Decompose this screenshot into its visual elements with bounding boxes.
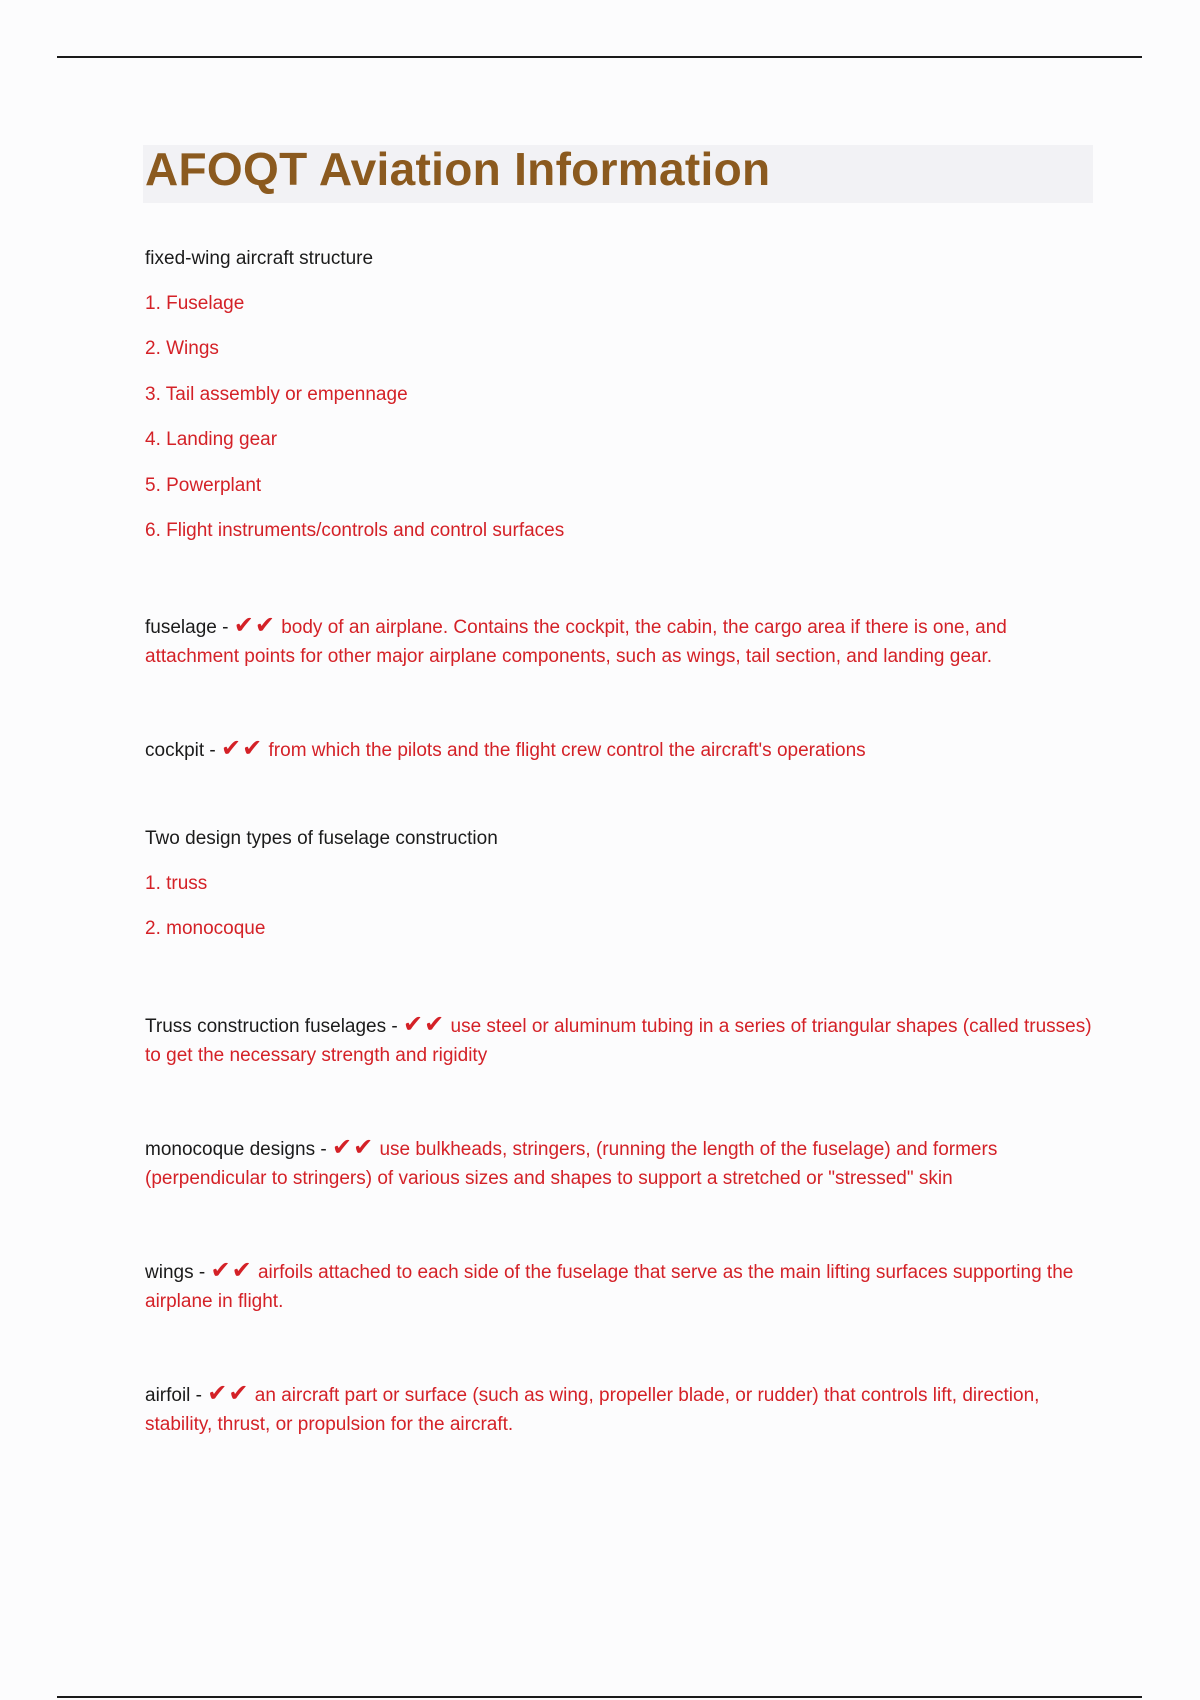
answer-text: use steel or aluminum tubing in a series of triangular shapes (called trusses) to get the necessary strength and rigidity [145,1016,1092,1066]
check-icon: ✔ [424,1011,445,1038]
question-term: fuselage - [145,617,229,638]
answer-text: an aircraft part or surface (such as wing, propeller blade, or rudder) that controls lift, direction, stability, thrust, or propulsion for the aircraft. [145,1385,1040,1435]
answer-text: airfoils attached to each side of the fuselage that serve as the main lifting surfaces supporting the airplane in flight. [145,1262,1074,1312]
check-icon: ✔ [233,612,254,639]
question-term: cockpit - [145,740,216,761]
list-item: 3. Tail assembly or empennage [145,384,408,405]
qa-entry [145,1133,1095,1193]
bottom-rule [57,1696,1142,1698]
question-term: airfoil - [145,1385,203,1406]
qa-entry [145,734,1095,765]
check-icon: ✔ [207,1380,228,1407]
question-term: fixed-wing aircraft structure [145,248,374,269]
list-item: 4. Landing gear [145,429,278,450]
check-icon: ✔ [231,1257,252,1284]
qa-entry [145,611,1095,671]
list-item: 2. monocoque [145,918,266,939]
check-icon: ✔ [210,1257,231,1284]
qa-entry [145,1379,1095,1439]
check-icon: ✔ [221,735,242,762]
question-term: wings - [145,1262,206,1283]
check-icon: ✔ [331,1134,353,1161]
top-rule [57,56,1142,58]
list-item: 1. Fuselage [145,293,245,314]
question-term: Two design types of fuselage construction [145,828,498,849]
question-term: Truss construction fuselages - [145,1016,398,1037]
list-item: 5. Powerplant [145,475,262,496]
qa-entry [145,1010,1095,1070]
answer-text: from which the pilots and the flight crew control the aircraft's operations [268,740,866,761]
list-item: 6. Flight instruments/controls and control surfaces [145,520,565,541]
check-icon: ✔ [353,1134,374,1161]
page-title: AFOQT Aviation Information [145,143,771,195]
check-icon: ✔ [242,735,263,762]
answer-text: use bulkheads, stringers, (running the length of the fuselage) and formers (perpendicular to stringers) of various sizes and shapes to support a stretched or "stressed" skin [145,1139,998,1189]
list-item: 2. Wings [145,338,219,359]
answer-text: body of an airplane. Contains the cockpit, the cabin, the cargo area if there is one, and attachment points for other major airplane components, such as wings, tail section, and landing gear. [145,617,1007,667]
check-icon: ✔ [254,612,275,639]
check-icon: ✔ [403,1011,424,1038]
qa-entry [145,1256,1095,1316]
check-icon: ✔ [228,1380,249,1407]
list-item: 1. truss [145,873,208,894]
question-term: monocoque designs - [145,1139,327,1160]
